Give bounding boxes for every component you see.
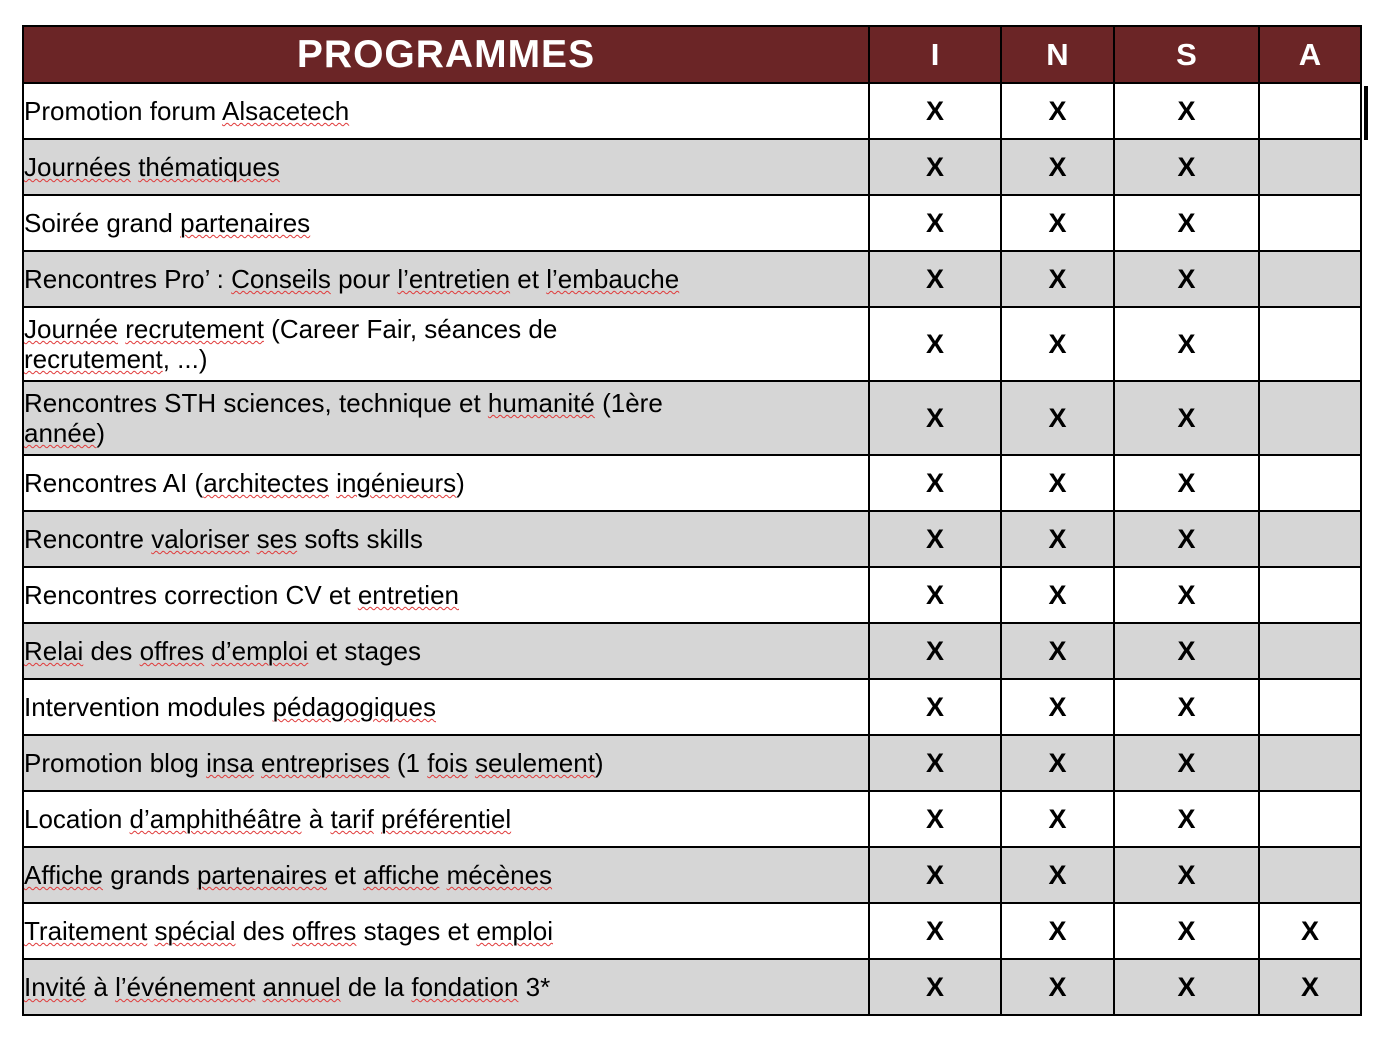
mark-cell-s: X — [1114, 251, 1259, 307]
table-row — [23, 847, 1361, 903]
programme-name-cell: Traitement spécial des offres stages et emploi — [23, 903, 869, 959]
mark-cell-a — [1259, 83, 1361, 139]
mark-cell-i: X — [869, 381, 1001, 455]
mark-cell-s: X — [1114, 381, 1259, 455]
column-header-s: S — [1114, 26, 1259, 83]
mark-cell-i: X — [869, 83, 1001, 139]
programme-name-cell: Affiche grands partenaires et affiche mécènes — [23, 847, 869, 903]
mark-cell-a — [1259, 307, 1361, 381]
mark-cell-i: X — [869, 903, 1001, 959]
programme-name-cell: Journée recrutement (Career Fair, séances de recrutement, ...) — [23, 307, 869, 381]
table-row — [23, 791, 1361, 847]
table-row — [23, 195, 1361, 251]
mark-cell-a — [1259, 679, 1361, 735]
programme-name-cell: Promotion forum Alsacetech — [23, 83, 869, 139]
mark-cell-a — [1259, 735, 1361, 791]
mark-cell-s: X — [1114, 623, 1259, 679]
programme-name-cell: Location d’amphithéâtre à tarif préférentiel — [23, 791, 869, 847]
programme-name-cell: Rencontres STH sciences, technique et humanité (1ère année) — [23, 381, 869, 455]
mark-cell-s: X — [1114, 139, 1259, 195]
mark-cell-a — [1259, 195, 1361, 251]
mark-cell-i: X — [869, 139, 1001, 195]
mark-cell-a — [1259, 791, 1361, 847]
mark-cell-s: X — [1114, 903, 1259, 959]
mark-cell-s: X — [1114, 455, 1259, 511]
table-header — [23, 26, 1361, 83]
table-row — [23, 511, 1361, 567]
mark-cell-n: X — [1001, 791, 1114, 847]
table-row — [23, 251, 1361, 307]
mark-cell-s: X — [1114, 735, 1259, 791]
mark-cell-i: X — [869, 791, 1001, 847]
mark-cell-a — [1259, 847, 1361, 903]
mark-cell-n: X — [1001, 847, 1114, 903]
mark-cell-n: X — [1001, 511, 1114, 567]
mark-cell-s: X — [1114, 511, 1259, 567]
mark-cell-n: X — [1001, 251, 1114, 307]
programme-name-cell: Soirée grand partenaires — [23, 195, 869, 251]
text-cursor-caret — [1364, 86, 1368, 140]
mark-cell-a — [1259, 455, 1361, 511]
mark-cell-i: X — [869, 511, 1001, 567]
mark-cell-n: X — [1001, 735, 1114, 791]
table-row — [23, 679, 1361, 735]
mark-cell-i: X — [869, 959, 1001, 1015]
table-row — [23, 735, 1361, 791]
mark-cell-a — [1259, 381, 1361, 455]
programme-name-cell: Rencontres AI (architectes ingénieurs) — [23, 455, 869, 511]
mark-cell-s: X — [1114, 195, 1259, 251]
mark-cell-n: X — [1001, 959, 1114, 1015]
column-header-i: I — [869, 26, 1001, 83]
programme-name-cell: Rencontres Pro’ : Conseils pour l’entretien et l’embauche — [23, 251, 869, 307]
table-row — [23, 455, 1361, 511]
table-row — [23, 307, 1361, 381]
mark-cell-s: X — [1114, 791, 1259, 847]
programme-name-cell: Rencontre valoriser ses softs skills — [23, 511, 869, 567]
mark-cell-s: X — [1114, 83, 1259, 139]
mark-cell-i: X — [869, 679, 1001, 735]
mark-cell-i: X — [869, 307, 1001, 381]
mark-cell-n: X — [1001, 903, 1114, 959]
programmes-table — [22, 25, 1362, 1016]
mark-cell-n: X — [1001, 381, 1114, 455]
column-header-n: N — [1001, 26, 1114, 83]
mark-cell-a: X — [1259, 959, 1361, 1015]
mark-cell-i: X — [869, 195, 1001, 251]
programme-name-cell: Rencontres correction CV et entretien — [23, 567, 869, 623]
table-row — [23, 567, 1361, 623]
table-row — [23, 623, 1361, 679]
mark-cell-n: X — [1001, 195, 1114, 251]
mark-cell-i: X — [869, 735, 1001, 791]
mark-cell-n: X — [1001, 139, 1114, 195]
mark-cell-n: X — [1001, 567, 1114, 623]
mark-cell-n: X — [1001, 83, 1114, 139]
mark-cell-a — [1259, 139, 1361, 195]
mark-cell-a — [1259, 623, 1361, 679]
mark-cell-s: X — [1114, 959, 1259, 1015]
header-row — [23, 26, 1361, 83]
table-row — [23, 959, 1361, 1015]
mark-cell-i: X — [869, 623, 1001, 679]
column-header-programmes: PROGRAMMES — [23, 26, 869, 83]
mark-cell-n: X — [1001, 679, 1114, 735]
mark-cell-n: X — [1001, 307, 1114, 381]
programme-name-cell: Promotion blog insa entreprises (1 fois seulement) — [23, 735, 869, 791]
table-row — [23, 903, 1361, 959]
mark-cell-a — [1259, 567, 1361, 623]
programme-name-cell: Intervention modules pédagogiques — [23, 679, 869, 735]
mark-cell-i: X — [869, 567, 1001, 623]
mark-cell-a: X — [1259, 903, 1361, 959]
programme-name-cell: Journées thématiques — [23, 139, 869, 195]
mark-cell-s: X — [1114, 679, 1259, 735]
table-row — [23, 381, 1361, 455]
table-row — [23, 139, 1361, 195]
column-header-a: A — [1259, 26, 1361, 83]
mark-cell-a — [1259, 251, 1361, 307]
table-body — [23, 83, 1361, 1015]
table-row — [23, 83, 1361, 139]
programme-name-cell: Invité à l’événement annuel de la fondation 3* — [23, 959, 869, 1015]
mark-cell-s: X — [1114, 847, 1259, 903]
mark-cell-s: X — [1114, 567, 1259, 623]
mark-cell-a — [1259, 511, 1361, 567]
mark-cell-i: X — [869, 455, 1001, 511]
programme-name-cell: Relai des offres d’emploi et stages — [23, 623, 869, 679]
mark-cell-i: X — [869, 251, 1001, 307]
mark-cell-n: X — [1001, 623, 1114, 679]
mark-cell-s: X — [1114, 307, 1259, 381]
mark-cell-i: X — [869, 847, 1001, 903]
mark-cell-n: X — [1001, 455, 1114, 511]
